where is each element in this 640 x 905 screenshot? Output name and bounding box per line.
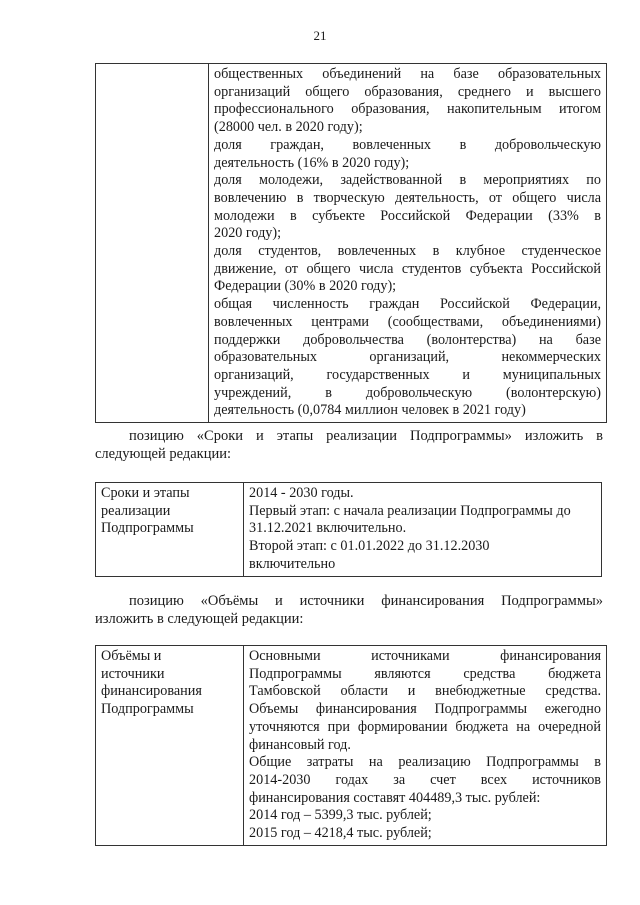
financing-value-cell [244, 646, 607, 846]
instruction-paragraph-financing [95, 592, 603, 628]
text-line: Общие затраты на реализацию Подпрограммы в [249, 754, 601, 771]
deadlines-table [95, 482, 602, 577]
deadlines-label-cell [96, 483, 244, 577]
instruction-paragraph-deadlines [95, 427, 603, 463]
text-line: доля граждан, вовлеченных в добровольческую [214, 136, 601, 153]
table-row [96, 64, 607, 423]
label-line: финансирования [101, 683, 202, 700]
text-line: 2015 год – 4218,4 тыс. рублей; [249, 825, 432, 842]
text-line: Тамбовской области и внебюджетные средства. [249, 683, 601, 700]
text-line: организаций, государственных и муниципальных [214, 366, 601, 383]
label-line: Подпрограммы [101, 701, 194, 718]
text-line: организаций общего образования, среднего и высшего [214, 83, 601, 100]
paragraph-line: позицию «Сроки и этапы реализации Подпрограммы» изложить в [129, 428, 603, 444]
text-line: общая численность граждан Российской Федерации, [214, 296, 601, 313]
paragraph-line: следующей редакции: [95, 446, 232, 462]
text-line: Второй этап: с 01.01.2022 до 31.12.2030 [249, 538, 490, 555]
text-line: 2014 год – 5399,3 тыс. рублей; [249, 807, 432, 824]
paragraph-line: позицию «Объёмы и источники финансирования Подпрограммы» [129, 593, 603, 609]
text-line: вовлечению в творческую деятельность, от общего числа [214, 189, 601, 206]
text-line: Подпрограммы являются средства бюджета [249, 665, 601, 682]
deadlines-value-cell [244, 483, 602, 577]
text-line: вовлеченных центрами (сообществами, объединениями) [214, 313, 601, 330]
text-line: уточняются при формировании бюджета на очередной [249, 718, 601, 735]
paragraph-line: изложить в следующей редакции: [95, 611, 304, 627]
empty-label-cell [96, 64, 209, 423]
text-line: профессионального образования, накопительным итогом [214, 101, 601, 118]
text-line: Федерации (30% в 2020 году); [214, 278, 397, 295]
text-line: Объемы финансирования Подпрограммы ежегодно [249, 701, 601, 718]
label-line: Сроки и этапы [101, 485, 190, 501]
text-line: деятельность (16% в 2020 году); [214, 154, 410, 171]
text-line: движение, от общего числа студентов субъекта Российской [214, 260, 601, 277]
financing-table [95, 645, 607, 846]
indicators-value-cell [209, 64, 607, 423]
financing-label-cell [96, 646, 244, 846]
text-line: общественных объединений на базе образовательных [214, 66, 601, 82]
text-line: 2014-2030 годах за счет всех источников [249, 771, 601, 788]
text-line: молодежи в субъекте Российской Федерации (33% в [214, 207, 601, 224]
text-line: учреждений, в добровольческую (волонтерскую) [214, 384, 601, 401]
label-line: реализации [101, 502, 171, 519]
table-row [96, 646, 607, 846]
text-line: доля молодежи, задействованной в мероприятиях по [214, 172, 601, 189]
text-line: Первый этап: с начала реализации Подпрограммы до [249, 502, 571, 519]
text-line: финансирования составят 404489,3 тыс. рублей: [249, 789, 541, 806]
text-line: поддержки добровольчества (волонтерства) на базе [214, 331, 601, 348]
text-line: включительно [249, 555, 336, 572]
table-row [96, 483, 602, 577]
text-line: образовательных организаций, некоммерческих [214, 349, 601, 366]
text-line: 31.12.2021 включительно. [249, 520, 407, 537]
text-line: 2020 году); [214, 225, 282, 242]
page-number: 21 [313, 28, 327, 43]
indicators-table-continued [95, 63, 607, 423]
text-line: деятельность (0,0784 миллион человек в 2021 году) [214, 402, 526, 419]
label-line: Подпрограммы [101, 520, 194, 537]
text-line: Основными источниками финансирования [249, 648, 601, 664]
label-line: Объёмы и [101, 648, 162, 664]
text-line: (28000 чел. в 2020 году); [214, 119, 363, 136]
label-line: источники [101, 665, 165, 682]
text-line: 2014 - 2030 годы. [249, 485, 354, 501]
text-line: доля студентов, вовлеченных в клубное студенческое [214, 243, 601, 260]
text-line: финансовый год. [249, 736, 351, 753]
